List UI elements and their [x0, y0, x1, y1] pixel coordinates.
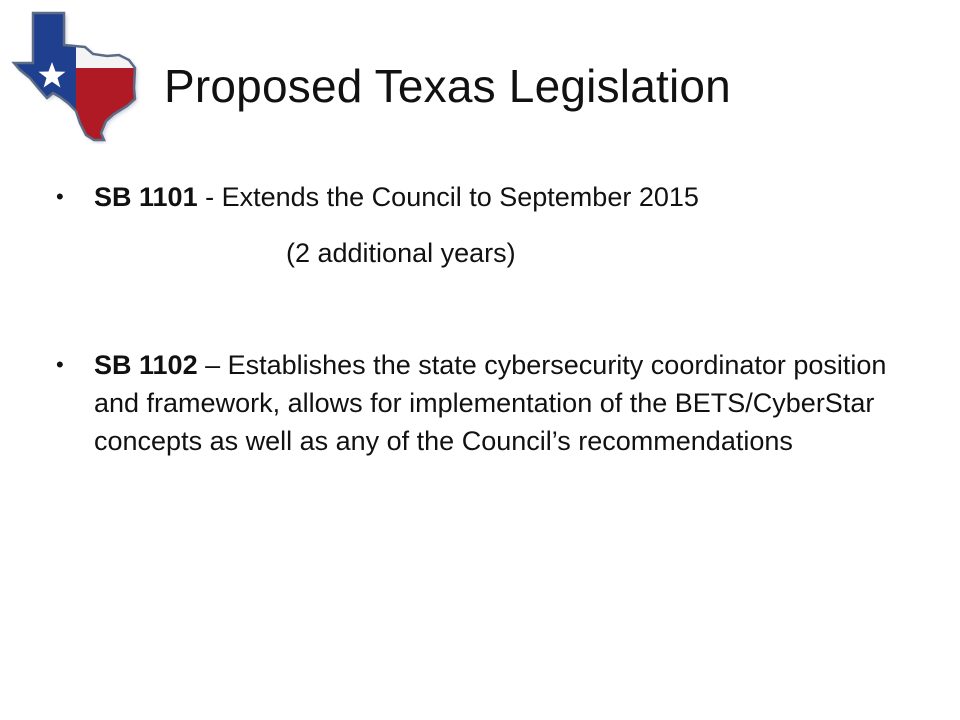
bill-label: SB 1102 [94, 350, 198, 380]
slide-title: Proposed Texas Legislation [164, 60, 731, 112]
bill-description: – Establishes the state cybersecurity coordinator position and framework, allows for implementation of the BETS/CyberStar concepts as well as any of the Council’s recommendations [94, 350, 887, 456]
bullet-item-sb-1101 [56, 178, 906, 272]
texas-flag-map-icon [6, 4, 146, 144]
bill-description: - Extends the Council to September 2015 [197, 182, 699, 212]
bill-note: (2 additional years) [286, 238, 516, 268]
bullet-dot-icon: • [56, 184, 64, 209]
bullet-list [56, 178, 906, 460]
bill-label: SB 1101 [94, 182, 198, 212]
bullet-dot-icon: • [56, 352, 64, 377]
bullet-item-sb-1102 [56, 346, 906, 460]
